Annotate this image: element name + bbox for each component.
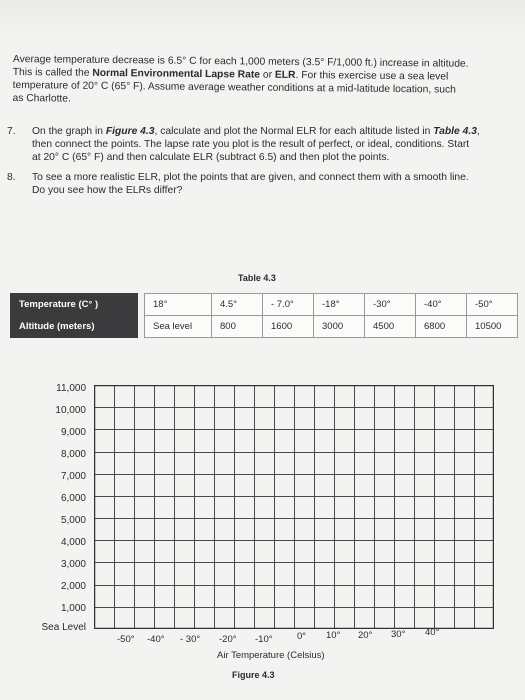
y-axis-label: 8,000	[60, 449, 86, 460]
x-axis-label: 40°	[425, 627, 440, 638]
y-axis-label: 2,000	[60, 581, 86, 592]
x-axis-label: 10°	[326, 630, 341, 641]
intro-text: or	[259, 69, 275, 81]
intro-line: temperature of 20° C (65° F). Assume average weather conditions at a mid-latitude location, such	[12, 79, 456, 96]
page-header-band	[0, 0, 525, 36]
table-reference: Table 4.3	[433, 126, 477, 137]
question-text: On the graph in	[32, 126, 106, 137]
x-axis-label: 30°	[391, 629, 406, 640]
figure-caption: Figure 4.3	[232, 670, 275, 680]
intro-line: Average temperature decrease is 6.5° C for each 1,000 meters (3.5° F/1,000 ft.) increase in altitude.	[12, 53, 469, 70]
x-axis-label: 0°	[297, 631, 307, 642]
question-line: Do you see how the ELRs differ?	[32, 185, 183, 196]
x-axis-label: - 30°	[180, 634, 201, 645]
y-axis-label: 1,000	[60, 603, 86, 614]
intro-text: This is called the	[12, 66, 93, 79]
temperature-cell: -18°	[314, 294, 365, 316]
altitude-cell: 800	[212, 316, 263, 338]
blank-plot-grid	[94, 385, 494, 629]
y-axis-label: 3,000	[60, 559, 86, 570]
y-axis-label: 10,000	[55, 405, 86, 416]
intro-text: . For this exercise use a sea level	[295, 69, 449, 83]
x-axis-label: -20°	[219, 634, 237, 645]
intro-term-normal-elr: Normal Environmental Lapse Rate	[92, 67, 261, 81]
intro-line: as Charlotte.	[12, 92, 71, 105]
altitude-cell: 3000	[314, 316, 365, 338]
y-axis-label: 11,000	[56, 383, 86, 394]
question-line: To see a more realistic ELR, plot the points that are given, and connect them with a smooth line.	[32, 172, 469, 183]
y-axis-label: Sea Level	[41, 622, 86, 633]
question-number: 7.	[7, 126, 16, 137]
question-text: , calculate and plot the Normal ELR for each altitude listed in	[154, 126, 434, 137]
y-axis-label: 9,000	[60, 427, 86, 438]
y-axis-label: 5,000	[60, 515, 86, 526]
altitude-header: Altitude (meters)	[11, 316, 138, 338]
question-number: 8.	[7, 172, 16, 183]
altitude-cell: 4500	[365, 316, 416, 338]
altitude-cell: 6800	[416, 316, 467, 338]
altitude-row	[11, 316, 518, 338]
question-line	[32, 125, 500, 138]
y-axis-label: 6,000	[60, 493, 86, 504]
y-axis-label: 7,000	[60, 471, 86, 482]
temperature-header: Temperature (C° )	[11, 294, 138, 316]
temperature-cell: -30°	[365, 294, 416, 316]
figure-reference: Figure 4.3	[105, 126, 155, 137]
altitude-cell: 10500	[467, 316, 518, 338]
x-axis-label: -50°	[117, 634, 135, 645]
question-line: at 20° C (65° F) and then calculate ELR (subtract 6.5) and then plot the points.	[32, 152, 390, 163]
temperature-row	[11, 294, 518, 316]
question-line: then connect the points. The lapse rate you plot is the result of perfect, or ideal, conditions. Start	[32, 139, 470, 150]
altitude-cell: Sea level	[145, 316, 212, 338]
y-axis-label: 4,000	[60, 537, 86, 548]
table-title: Table 4.3	[238, 273, 276, 283]
temperature-cell: - 7.0°	[263, 294, 314, 316]
x-axis-label: 20°	[358, 630, 373, 641]
x-axis-label: -10°	[255, 634, 273, 645]
temperature-cell: -50°	[467, 294, 518, 316]
intro-paragraph	[12, 53, 503, 110]
temperature-cell: 18°	[145, 294, 212, 316]
x-axis-title: Air Temperature (Celsius)	[217, 650, 325, 661]
elr-data-table	[10, 293, 518, 338]
intro-term-elr: ELR	[274, 69, 296, 81]
altitude-cell: 1600	[263, 316, 314, 338]
temperature-cell: -40°	[416, 294, 467, 316]
x-axis-label: -40°	[147, 634, 165, 645]
question-text: ,	[476, 126, 480, 137]
temperature-cell: 4.5°	[212, 294, 263, 316]
